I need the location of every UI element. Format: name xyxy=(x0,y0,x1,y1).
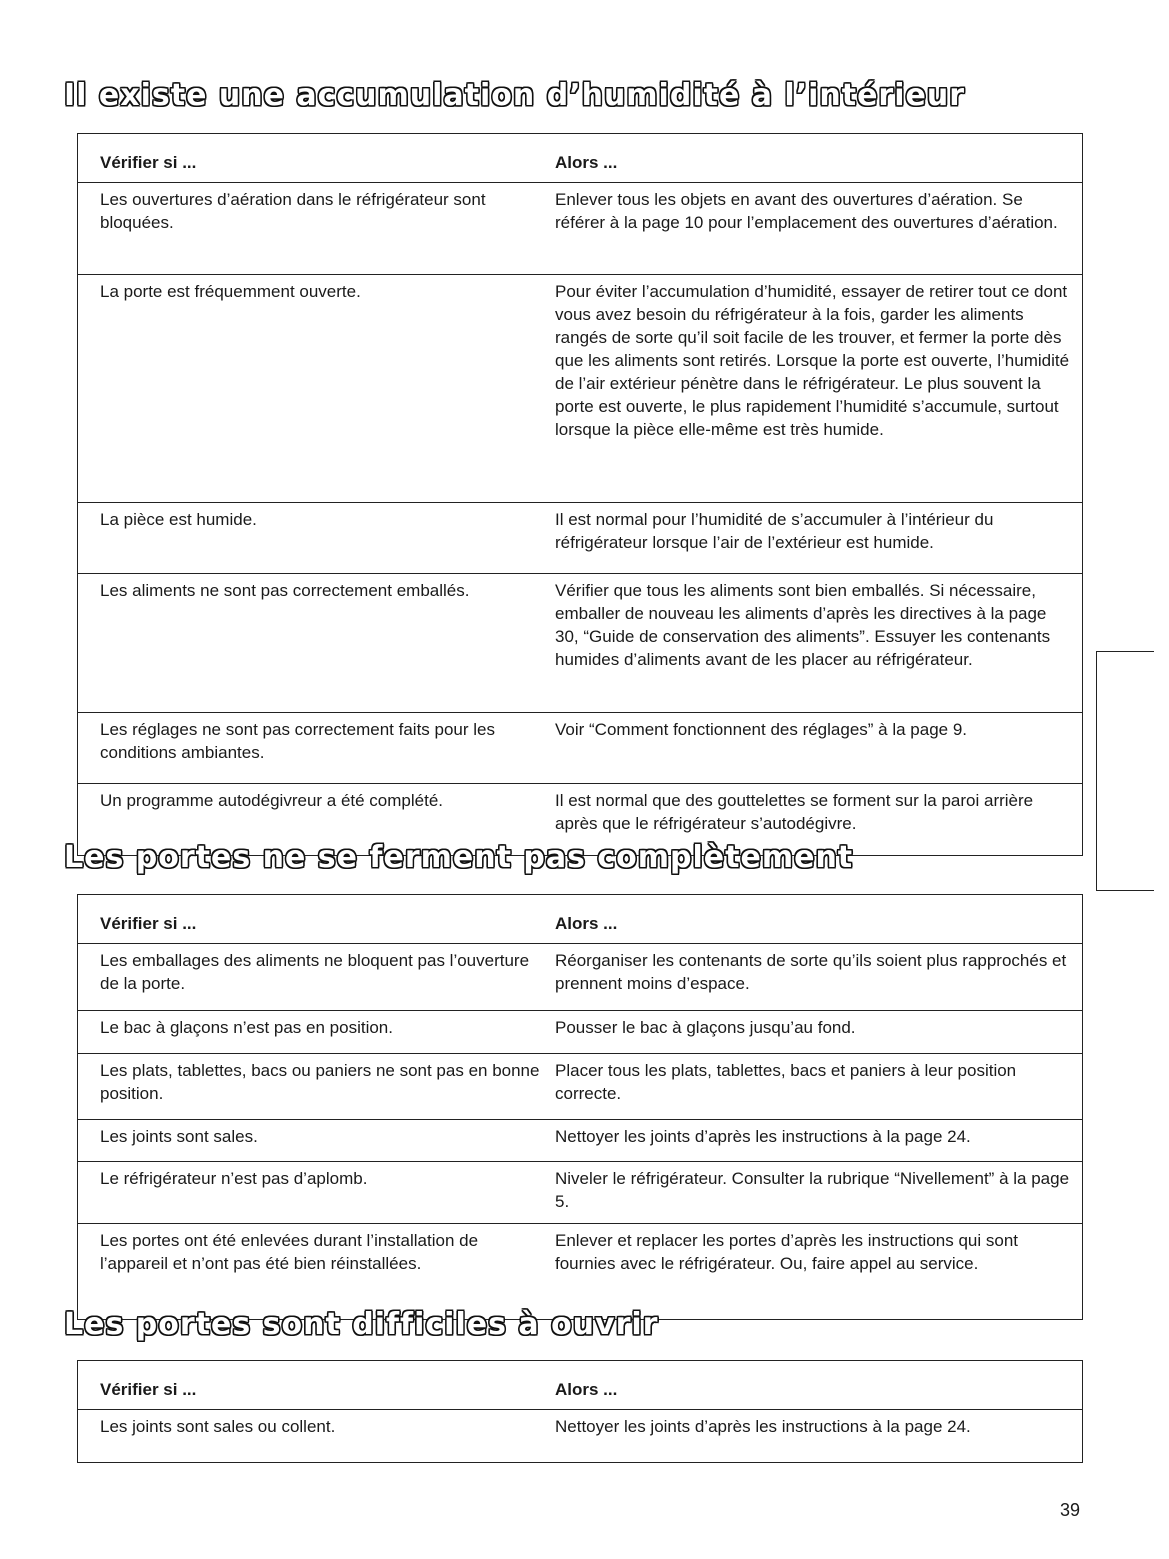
header-check: Vérifier si ... xyxy=(100,914,197,933)
table-doors-open xyxy=(77,1360,1083,1463)
row-check: Le réfrigérateur n’est pas d’aplomb. xyxy=(100,1169,368,1188)
row-check: Les réglages ne sont pas correctement faits pour les conditions ambiantes. xyxy=(100,720,495,762)
row-then: Enlever tous les objets en avant des ouvertures d’aération. Se référer à la page 10 pour l’emplacement des ouvertures d’aération. xyxy=(555,190,1058,232)
row-then: Placer tous les plats, tablettes, bacs et paniers à leur position correcte. xyxy=(555,1061,1017,1103)
header-then: Alors ... xyxy=(555,153,618,172)
row-then: Nettoyer les joints d’après les instructions à la page 24. xyxy=(555,1127,971,1146)
row-check: La pièce est humide. xyxy=(100,510,257,529)
table-row xyxy=(78,1011,1082,1054)
row-then: Pousser le bac à glaçons jusqu’au fond. xyxy=(555,1018,856,1037)
row-check: Le bac à glaçons n’est pas en position. xyxy=(100,1018,393,1037)
section-title-humidity: Il existe une accumulation d’humidité à l’intérieur xyxy=(64,78,966,113)
header-check: Vérifier si ... xyxy=(100,1380,197,1399)
row-then: Il est normal pour l’humidité de s’accumuler à l’intérieur du réfrigérateur lorsque l’air de l’extérieur est humide. xyxy=(555,510,994,552)
table-header xyxy=(78,134,1082,183)
page-number: 39 xyxy=(1060,1500,1081,1520)
row-then: Réorganiser les contenants de sorte qu’ils soient plus rapprochés et prennent moins d’espace. xyxy=(555,951,1067,993)
header-check: Vérifier si ... xyxy=(100,153,197,172)
header-then: Alors ... xyxy=(555,1380,618,1399)
table-doors-close xyxy=(77,894,1083,1320)
table-row xyxy=(78,1120,1082,1162)
row-check: Les emballages des aliments ne bloquent pas l’ouverture de la porte. xyxy=(100,951,530,993)
row-check: Les joints sont sales. xyxy=(100,1127,258,1146)
table-row xyxy=(78,1162,1082,1224)
row-check: Les joints sont sales ou collent. xyxy=(100,1417,336,1436)
row-check: Un programme autodégivreur a été complété. xyxy=(100,791,444,810)
chapter-tab xyxy=(1096,651,1154,891)
table-header xyxy=(78,895,1082,944)
section-title-doors-close: Les portes ne se ferment pas complètement xyxy=(64,840,854,875)
row-then: Il est normal que des gouttelettes se forment sur la paroi arrière après que le réfrigérateur s’autodégivre. xyxy=(555,791,1034,833)
table-row xyxy=(78,713,1082,784)
table-row xyxy=(78,183,1082,275)
row-then: Voir “Comment fonctionnent des réglages” à la page 9. xyxy=(555,720,968,739)
table-row xyxy=(78,1410,1082,1462)
table-row xyxy=(78,1054,1082,1120)
table-humidity xyxy=(77,133,1083,856)
table-row xyxy=(78,275,1082,503)
row-check: Les plats, tablettes, bacs ou paniers ne sont pas en bonne position. xyxy=(100,1061,540,1103)
row-check: Les ouvertures d’aération dans le réfrigérateur sont bloquées. xyxy=(100,190,486,232)
row-then: Niveler le réfrigérateur. Consulter la rubrique “Nivellement” à la page 5. xyxy=(555,1169,1070,1211)
row-then: Pour éviter l’accumulation d’humidité, essayer de retirer tout ce dont vous avez besoin du réfrigérateur à la fois, garder les aliments rangés de sorte qu’il soit facile de les trouver, et fermer la porte dès que les aliments sont retirés. Lorsque la porte est ouverte, l’humidité de l’air extérieur pénètre dans le réfrigérateur. Le plus souvent la porte est ouverte, le plus rapidement l’humidité s’accumule, surtout lorsque la pièce elle-même est très humide. xyxy=(555,282,1070,439)
row-then: Enlever et replacer les portes d’après les instructions qui sont fournies avec le réfrigérateur. Ou, faire appel au service. xyxy=(555,1231,1019,1273)
row-check: La porte est fréquemment ouverte. xyxy=(100,282,361,301)
row-then: Vérifier que tous les aliments sont bien emballés. Si nécessaire, emballer de nouveau les aliments d’après les directives à la page 30, “Guide de conservation des aliments”. Essuyer les contenants humides d’aliments avant de les placer au réfrigérateur. xyxy=(555,581,1051,669)
row-then: Nettoyer les joints d’après les instructions à la page 24. xyxy=(555,1417,971,1436)
table-header xyxy=(78,1361,1082,1410)
table-row xyxy=(78,574,1082,713)
table-row xyxy=(78,503,1082,574)
table-row xyxy=(78,944,1082,1011)
row-check: Les aliments ne sont pas correctement emballés. xyxy=(100,581,470,600)
header-then: Alors ... xyxy=(555,914,618,933)
table-row xyxy=(78,1224,1082,1319)
section-title-doors-open: Les portes sont difficiles à ouvrir xyxy=(64,1307,659,1342)
row-check: Les portes ont été enlevées durant l’installation de l’appareil et n’ont pas été bien réinstallées. xyxy=(100,1231,479,1273)
